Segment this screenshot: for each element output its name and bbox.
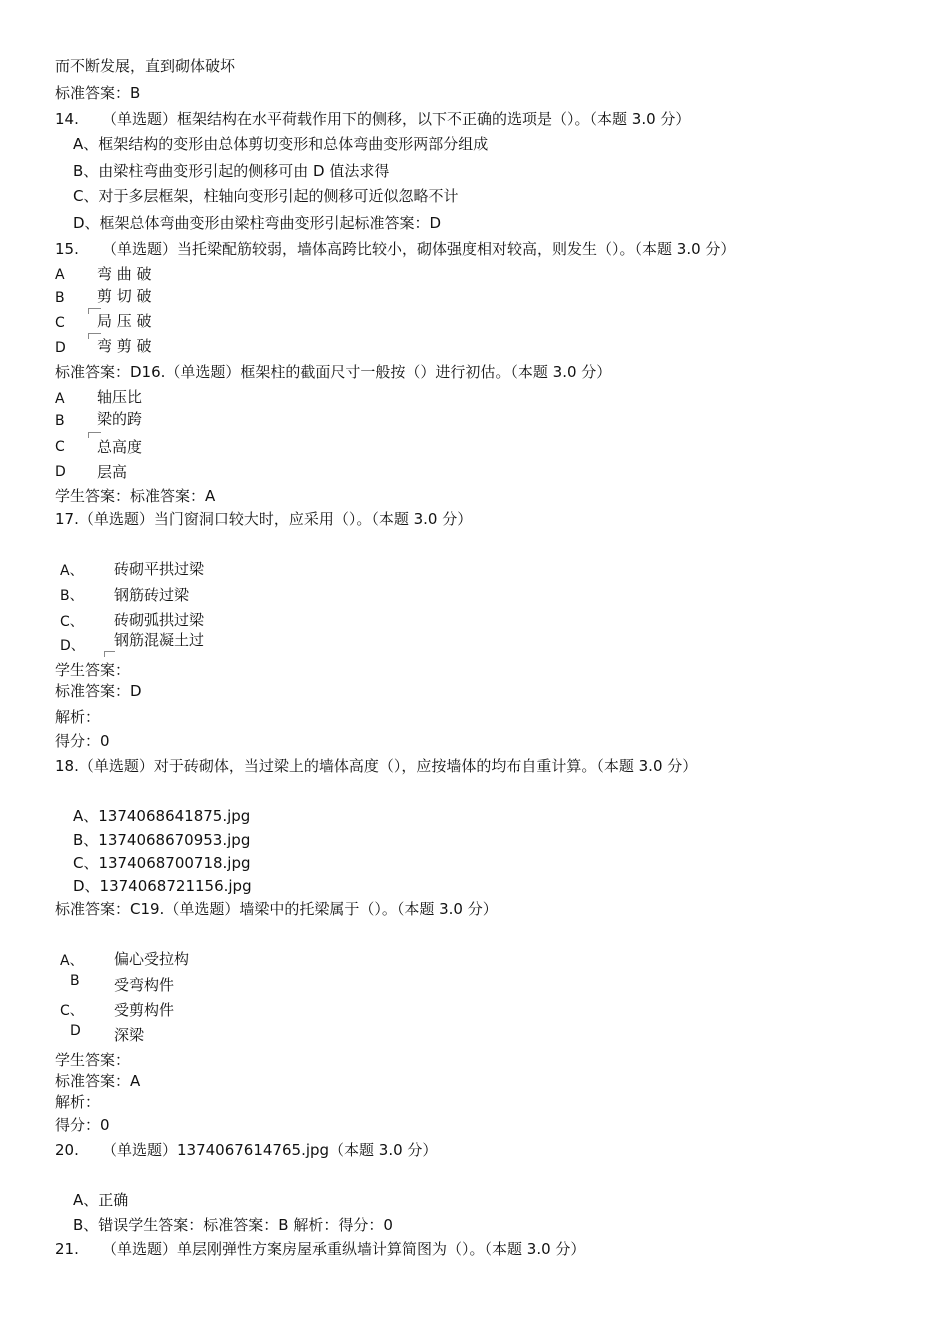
option-text: 总高度 (97, 438, 143, 456)
question-text: 标准答案：C19.（单选题）墙梁中的托梁属于（）。（本题 3.0 分） (55, 900, 498, 918)
option-letter: A、 (60, 953, 84, 969)
standard-answer: 标准答案：B (55, 84, 141, 102)
option-letter: B、 (60, 588, 84, 604)
option-letter: B (55, 413, 65, 429)
student-answer: 学生答案： (55, 1051, 131, 1069)
option-text: 受弯构件 (114, 976, 175, 994)
option-letter: D (55, 464, 66, 480)
student-answer: 学生答案： (55, 661, 131, 679)
option-c: C、对于多层框架，柱轴向变形引起的侧移可近似忽略不计 (73, 187, 459, 205)
score: 得分：0 (55, 732, 110, 750)
question-number: 20. (55, 1141, 79, 1159)
option-text: 弯 曲 破 (97, 265, 152, 283)
analysis: 解析： (55, 708, 101, 726)
option-letter: B (70, 973, 80, 989)
mark-icon (104, 651, 115, 657)
option-letter: D、 (60, 638, 85, 654)
option-a: A、框架结构的变形由总体剪切变形和总体弯曲变形两部分组成 (73, 135, 489, 153)
student-answer: 学生答案：标准答案：A (55, 487, 216, 505)
option-b: B、错误学生答案：标准答案：B 解析：得分：0 (73, 1216, 393, 1234)
option-letter: D (70, 1023, 81, 1039)
option-text: 受剪构件 (114, 1001, 175, 1019)
option-text: 轴压比 (97, 388, 143, 406)
option-text: 剪 切 破 (97, 287, 152, 305)
option-letter: B (55, 290, 65, 306)
analysis: 解析： (55, 1093, 101, 1111)
option-text: 钢筋砖过梁 (114, 586, 190, 604)
option-a: A、1374068641875.jpg (73, 807, 251, 825)
question-text: 18.（单选题）对于砖砌体，当过梁上的墙体高度（），应按墙体的均布自重计算。（本题 3.0 分） (55, 757, 698, 775)
question-text: （单选题）当托梁配筋较弱，墙体高跨比较小，砌体强度相对较高，则发生（）。（本题 3.0 分） (102, 240, 736, 258)
option-letter: A、 (60, 563, 84, 579)
option-d: D、框架总体弯曲变形由梁柱弯曲变形引起标准答案：D (73, 214, 442, 232)
option-letter: A (55, 391, 65, 407)
option-text: 层高 (97, 463, 128, 481)
option-text: 梁的跨 (97, 410, 143, 428)
option-letter: A (55, 267, 65, 283)
standard-answer: 标准答案：D (55, 682, 142, 700)
question-text: （单选题）1374067614765.jpg（本题 3.0 分） (102, 1141, 438, 1159)
question-number: 14. (55, 110, 79, 128)
question-number: 21. (55, 1240, 79, 1258)
question-text: 标准答案：D16.（单选题）框架柱的截面尺寸一般按（）进行初估。（本题 3.0 分） (55, 363, 612, 381)
option-letter: C (55, 315, 65, 331)
score: 得分：0 (55, 1116, 110, 1134)
question-text: 17.（单选题）当门窗洞口较大时，应采用（）。（本题 3.0 分） (55, 510, 473, 528)
option-text: 砖砌弧拱过梁 (114, 611, 205, 629)
option-a: A、正确 (73, 1191, 129, 1209)
option-letter: C (55, 439, 65, 455)
option-c: C、1374068700718.jpg (73, 854, 251, 872)
option-b: B、由梁柱弯曲变形引起的侧移可由 D 值法求得 (73, 162, 390, 180)
option-text: 砖砌平拱过梁 (114, 560, 205, 578)
option-text: 深梁 (114, 1026, 145, 1044)
option-letter: D (55, 340, 66, 356)
option-text: 钢筋混凝土过 (114, 631, 205, 649)
option-text: 局 压 破 (97, 312, 152, 330)
option-letter: C、 (60, 614, 84, 630)
option-b: B、1374068670953.jpg (73, 831, 251, 849)
standard-answer: 标准答案：A (55, 1072, 141, 1090)
option-text: 偏心受拉构 (114, 950, 190, 968)
question-text: （单选题）框架结构在水平荷载作用下的侧移，以下不正确的选项是（）。（本题 3.0 分） (102, 110, 691, 128)
question-text: （单选题）单层刚弹性方案房屋承重纵墙计算简图为（）。（本题 3.0 分） (102, 1240, 586, 1258)
question-number: 15. (55, 240, 79, 258)
text-line: 而不断发展，直到砌体破坏 (55, 57, 236, 75)
option-letter: C、 (60, 1003, 84, 1019)
option-text: 弯 剪 破 (97, 337, 152, 355)
option-d: D、1374068721156.jpg (73, 877, 252, 895)
